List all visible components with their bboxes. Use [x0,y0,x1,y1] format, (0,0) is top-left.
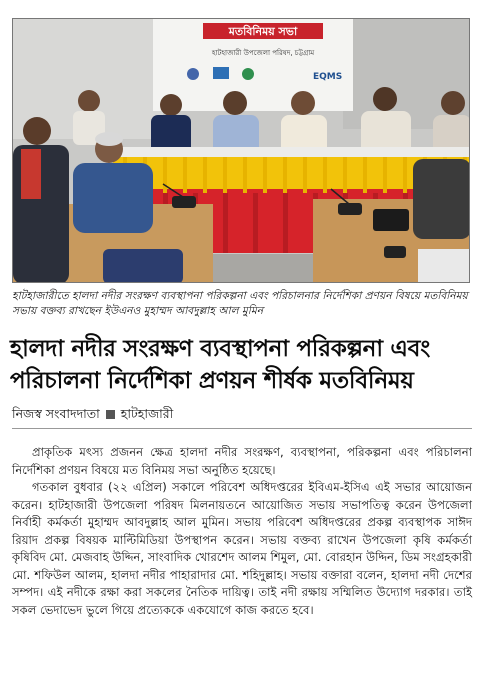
banner-subtitle: হাটহাজারী উপজেলা পরিষদ, চট্টগ্রাম [211,49,315,57]
article-body [12,444,472,619]
article-headline: হালদা নদীর সংরক্ষণ ব্যবস্থাপনা পরিকল্পনা এবং পরিচালনা নির্দেশিকা প্রণয়ন শীর্ষক মতবিনিময় [10,336,431,394]
reporter-name: নিজস্ব সংবাদদাতা [12,406,100,421]
banner-logo-text: EQMS [313,72,343,82]
banner-title: মতবিনিময় সভা [228,25,298,38]
square-bullet-icon [106,410,115,419]
byline [12,406,472,422]
byline-divider [12,428,472,429]
event-banner [153,19,353,111]
body-paragraph-2: গতকাল বুধবার (২২ এপ্রিল) সকালে পরিবেশ অধিদপ্তরের ইবিএম-ইসিএ এই সভার আয়োজন করেন। হাটহাজারী উপজেলা পরিষদ মিলনায়তনে আয়োজিত সভায় সভাপতিত্ব করেন উপজেলা নির্বাহী কর্মকর্তা মুহাম্মদ আবদুল্লাহ আল মুমিন। সভায় পরিবেশ অধিদপ্তরের প্রকল্প ব্যবস্থাপক সাঈদ রিয়াদ প্রকল্প বিষয়ক মাল্টিমিডিয়া উপস্থাপন করেন। সভায় বক্তব্য রাখেন উপজেলা কৃষি কর্মকর্তা কৃষিবিদ মো. মেজবাহ উদ্দিন, সাংবাদিক খোরশেদ আলম শিমুল, মো. বোরহান উদ্দিন, ডিম সংগ্রহকারী মো. শফিউল আলম, হালদা নদীর পাহারাদার মো. শহিদুল্লাহ। সভায় বক্তারা বলেন, হালদা নদী দেশের সম্পদ। এই নদীকে রক্ষা করা সকলের নৈতিক দায়িত্ব। তাই নদী রক্ষায় সম্মিলিত উদ্যোগ দরকার। তাই সকল ভেদাভেদ ভুলে গিয়ে প্রত্যেককে একযোগে কাজ করতে হবে। [12,480,472,617]
meeting-photo [12,18,470,283]
dateline-location: হাটহাজারী [120,406,174,421]
body-paragraph-1: প্রাকৃতিক মৎস্য প্রজনন ক্ষেত্র হালদা নদীর সংরক্ষণ, ব্যবস্থাপনা, পরিকল্পনা এবং পরিচালনা নির্দেশিকা প্রণয়ন বিষয়ে মত বিনিময় সভা অনুষ্ঠিত হয়েছে। [12,445,472,477]
photo-caption: হাটহাজারীতে হালদা নদীর সংরক্ষণ ব্যবস্থাপনা পরিকল্পনা এবং পরিচালনার নির্দেশিকা প্রণয়ন বিষয়ে মতবিনিময় সভায় বক্তব্য রাখছেন ইউএনও মুহাম্মদ আবদুল্লাহ আল মুমিন [12,290,468,317]
